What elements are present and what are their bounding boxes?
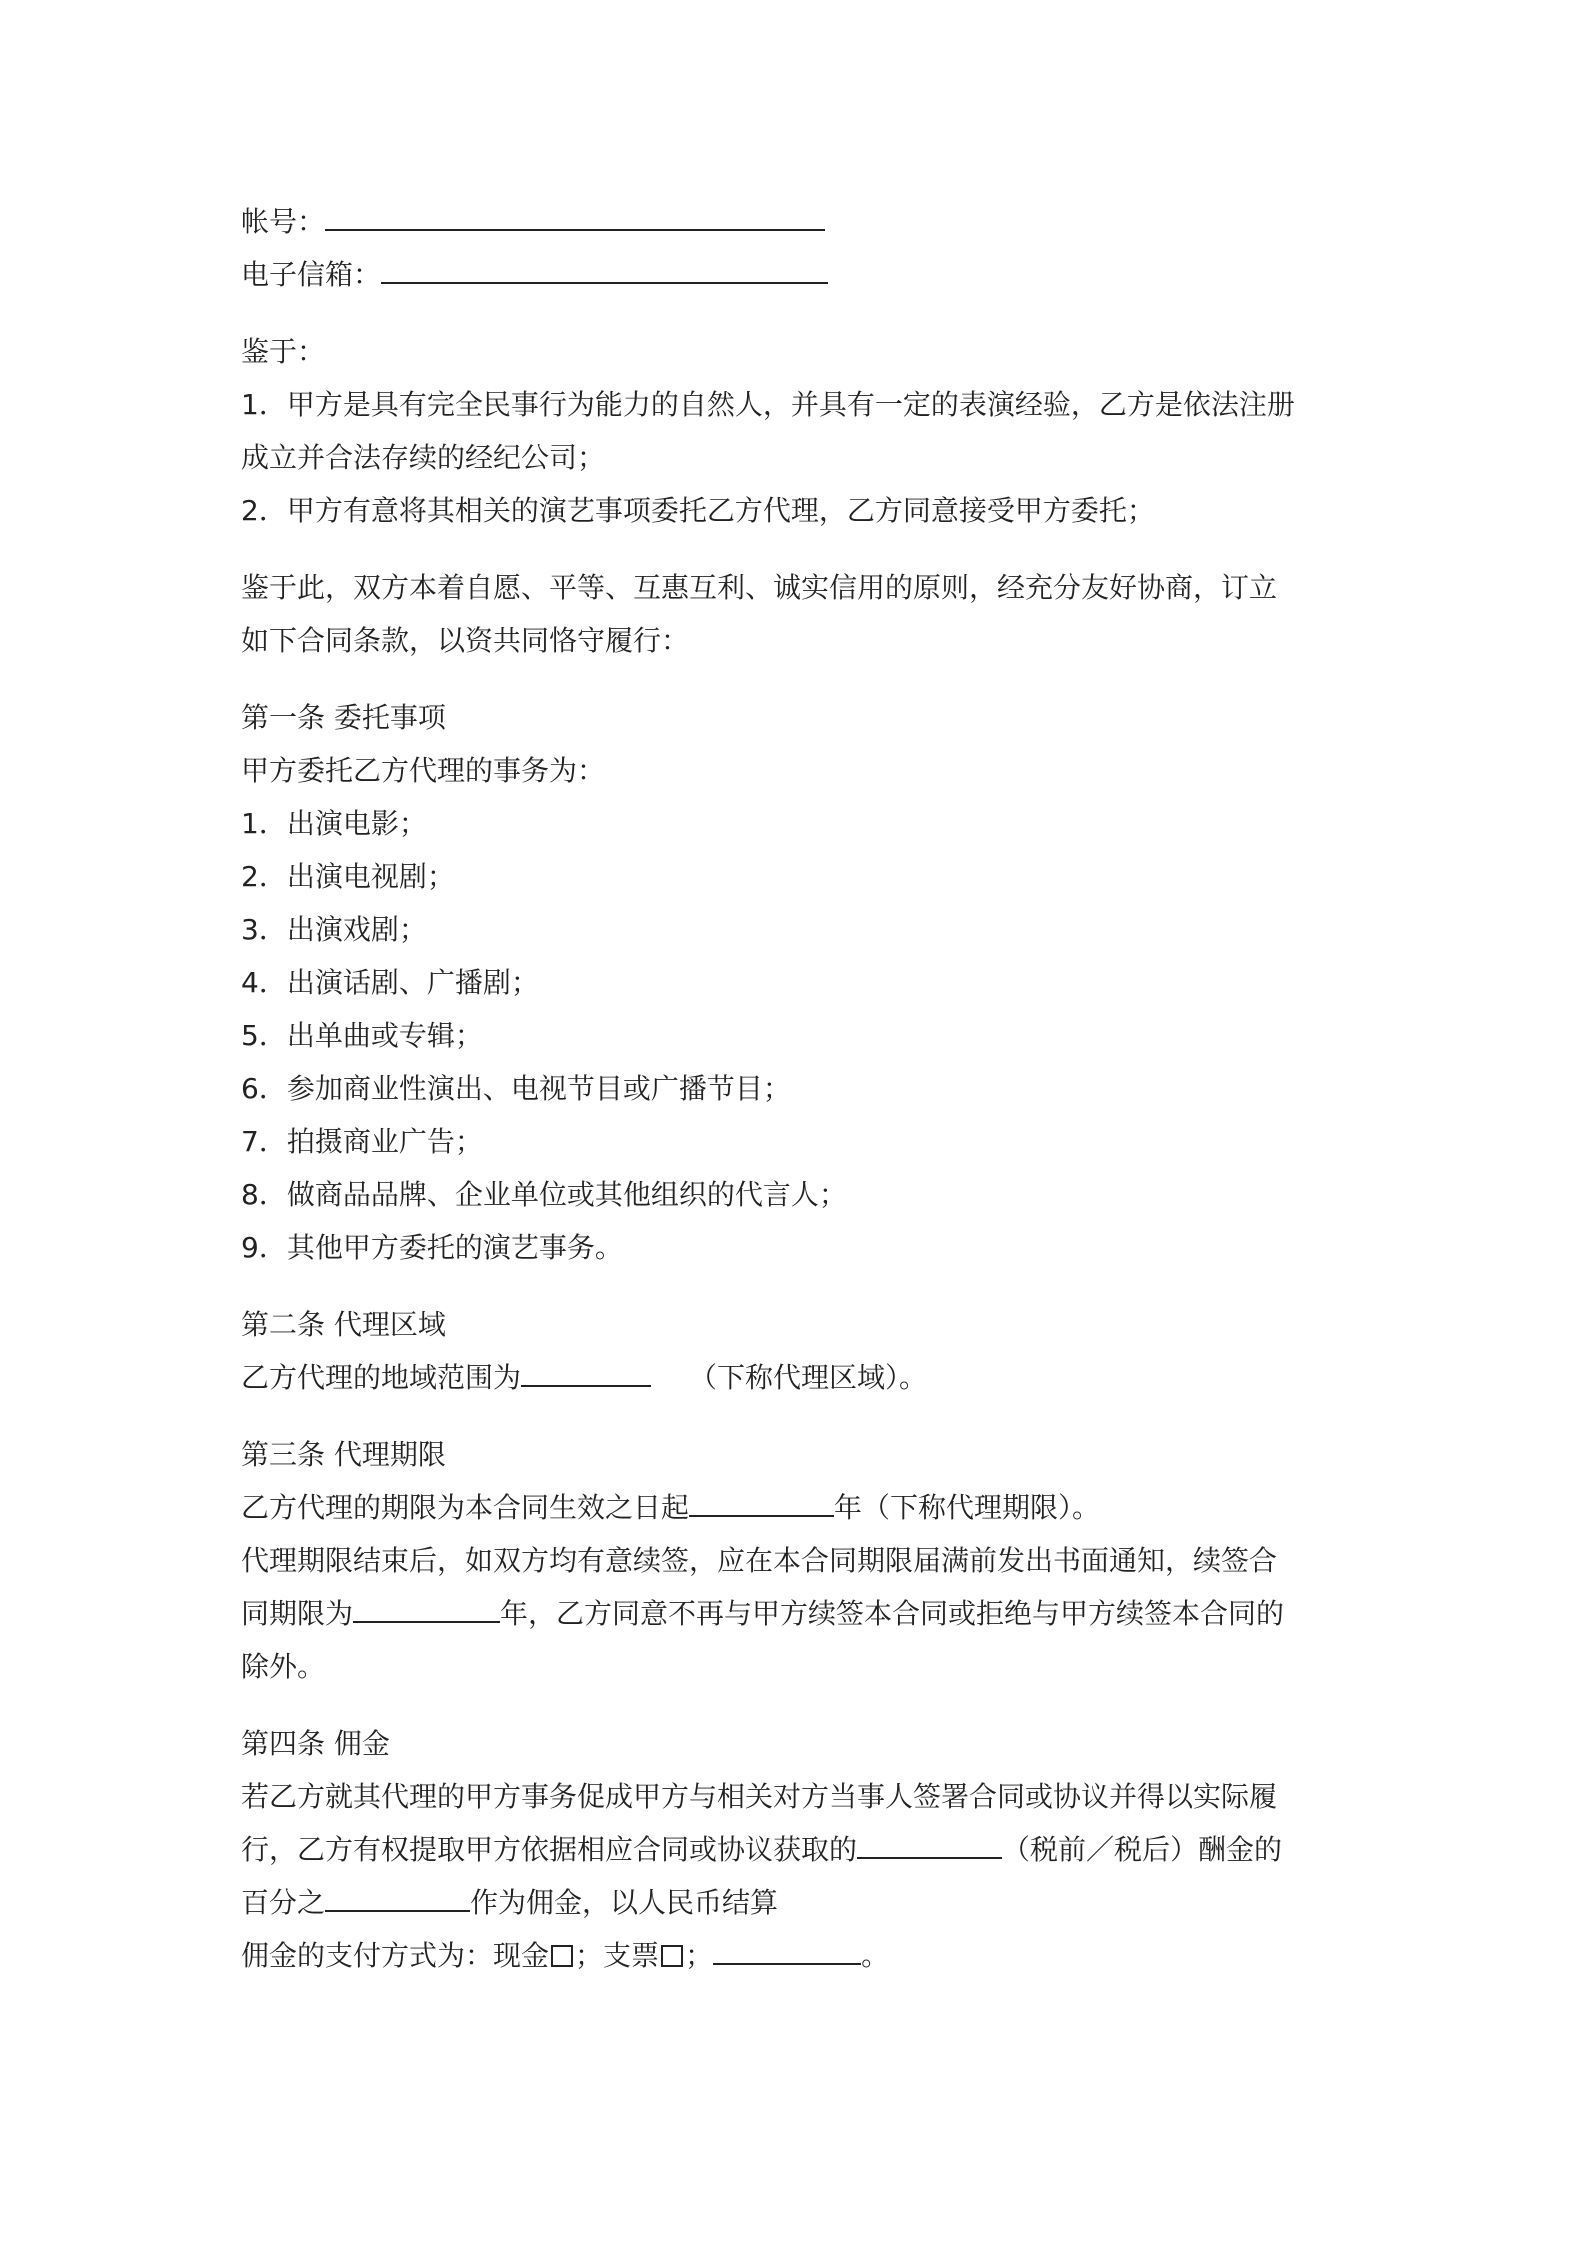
commission-text-before: 行，乙方有权提取甲方依据相应合同或协议获取的 [241, 1833, 858, 1866]
article-3-renewal-line-1: 代理期限结束后，如双方均有意续签，应在本合同期限届满前发出书面通知，续签合 [241, 1544, 1278, 1577]
renewal-text-before: 同期限为 [241, 1597, 354, 1630]
article-3-renewal-line-3: 除外。 [241, 1650, 326, 1683]
payment-method-label: 佣金的支付方式为： [241, 1939, 494, 1972]
recital-conclusion-line-2: 如下合同条款，以资共同恪守履行： [241, 624, 690, 657]
recital-conclusion-line-1: 鉴于此，双方本着自愿、平等、互惠互利、诚实信用的原则，经充分友好协商，订立 [241, 571, 1278, 604]
region-text-before: 乙方代理的地域范围为 [241, 1361, 522, 1394]
article-1-item: 3．出演戏剧； [241, 913, 427, 946]
article-1-item: 4．出演话剧、广播剧； [241, 966, 539, 999]
cash-checkbox[interactable] [551, 1945, 573, 1967]
check-checkbox[interactable] [661, 1945, 683, 1967]
article-1-item: 5．出单曲或专辑； [241, 1019, 483, 1052]
email-label: 电子信箱： [241, 258, 382, 291]
recital-item-1-line-2: 成立并合法存续的经纪公司； [241, 441, 606, 474]
article-2-title: 第二条 代理区域 [241, 1308, 446, 1341]
remuneration-blank [857, 1827, 1002, 1859]
term-years-blank [689, 1485, 834, 1517]
separator: ； [575, 1939, 604, 1972]
article-1-title: 第一条 委托事项 [241, 701, 446, 734]
option-check-label: 支票 [603, 1939, 660, 1972]
article-1-intro: 甲方委托乙方代理的事务为： [241, 754, 606, 787]
document-body [241, 195, 1361, 1982]
renewal-text-after: 年，乙方同意不再与甲方续签本合同或拒绝与甲方续签本合同的 [500, 1597, 1285, 1630]
email-blank [381, 252, 828, 284]
term-text-after: 年（下称代理期限）。 [834, 1491, 1101, 1524]
separator: ； [685, 1939, 714, 1972]
recitals-heading: 鉴于： [241, 335, 326, 368]
percent-text-after: 作为佣金，以人民币结算 [470, 1886, 779, 1919]
renewal-years-blank [353, 1591, 500, 1623]
article-1-item: 9．其他甲方委托的演艺事务。 [241, 1231, 623, 1264]
other-payment-blank [713, 1933, 861, 1965]
article-2-region-clause [241, 1351, 1361, 1404]
article-4-commission-line-3 [241, 1876, 1361, 1929]
region-text-after: （下称代理区域）。 [689, 1361, 928, 1394]
recital-item-1-line-1: 1．甲方是具有完全民事行为能力的自然人，并具有一定的表演经验，乙方是依法注册 [241, 388, 1295, 421]
account-label: 帐号： [241, 205, 326, 238]
email-field [241, 248, 1361, 301]
region-blank [521, 1355, 651, 1387]
article-4-commission-line-1: 若乙方就其代理的甲方事务促成甲方与相关对方当事人签署合同或协议并得以实际履 [241, 1780, 1278, 1813]
article-1-item: 2．出演电视剧； [241, 860, 455, 893]
article-4-title: 第四条 佣金 [241, 1727, 390, 1760]
article-4-commission-line-2 [241, 1823, 1361, 1876]
article-3-term-clause [241, 1481, 1361, 1534]
recital-item-2: 2．甲方有意将其相关的演艺事项委托乙方代理，乙方同意接受甲方委托； [241, 494, 1155, 527]
account-field [241, 195, 1361, 248]
percent-blank [325, 1880, 470, 1912]
article-1-item: 6．参加商业性演出、电视节目或广播节目； [241, 1072, 791, 1105]
article-1-item: 7．拍摄商业广告； [241, 1125, 483, 1158]
article-1-item: 1．出演电影； [241, 807, 427, 840]
option-cash-label: 现金 [493, 1939, 550, 1972]
article-3-renewal-line-2 [241, 1587, 1361, 1640]
account-blank [325, 199, 825, 231]
payment-line-end: 。 [861, 1939, 890, 1972]
commission-text-after: （税前／税后）酬金的 [1002, 1833, 1283, 1866]
article-3-title: 第三条 代理期限 [241, 1438, 446, 1471]
percent-text-before: 百分之 [241, 1886, 326, 1919]
article-4-payment-method [241, 1929, 1361, 1982]
term-text-before: 乙方代理的期限为本合同生效之日起 [241, 1491, 690, 1524]
article-1-item: 8．做商品品牌、企业单位或其他组织的代言人； [241, 1178, 847, 1211]
